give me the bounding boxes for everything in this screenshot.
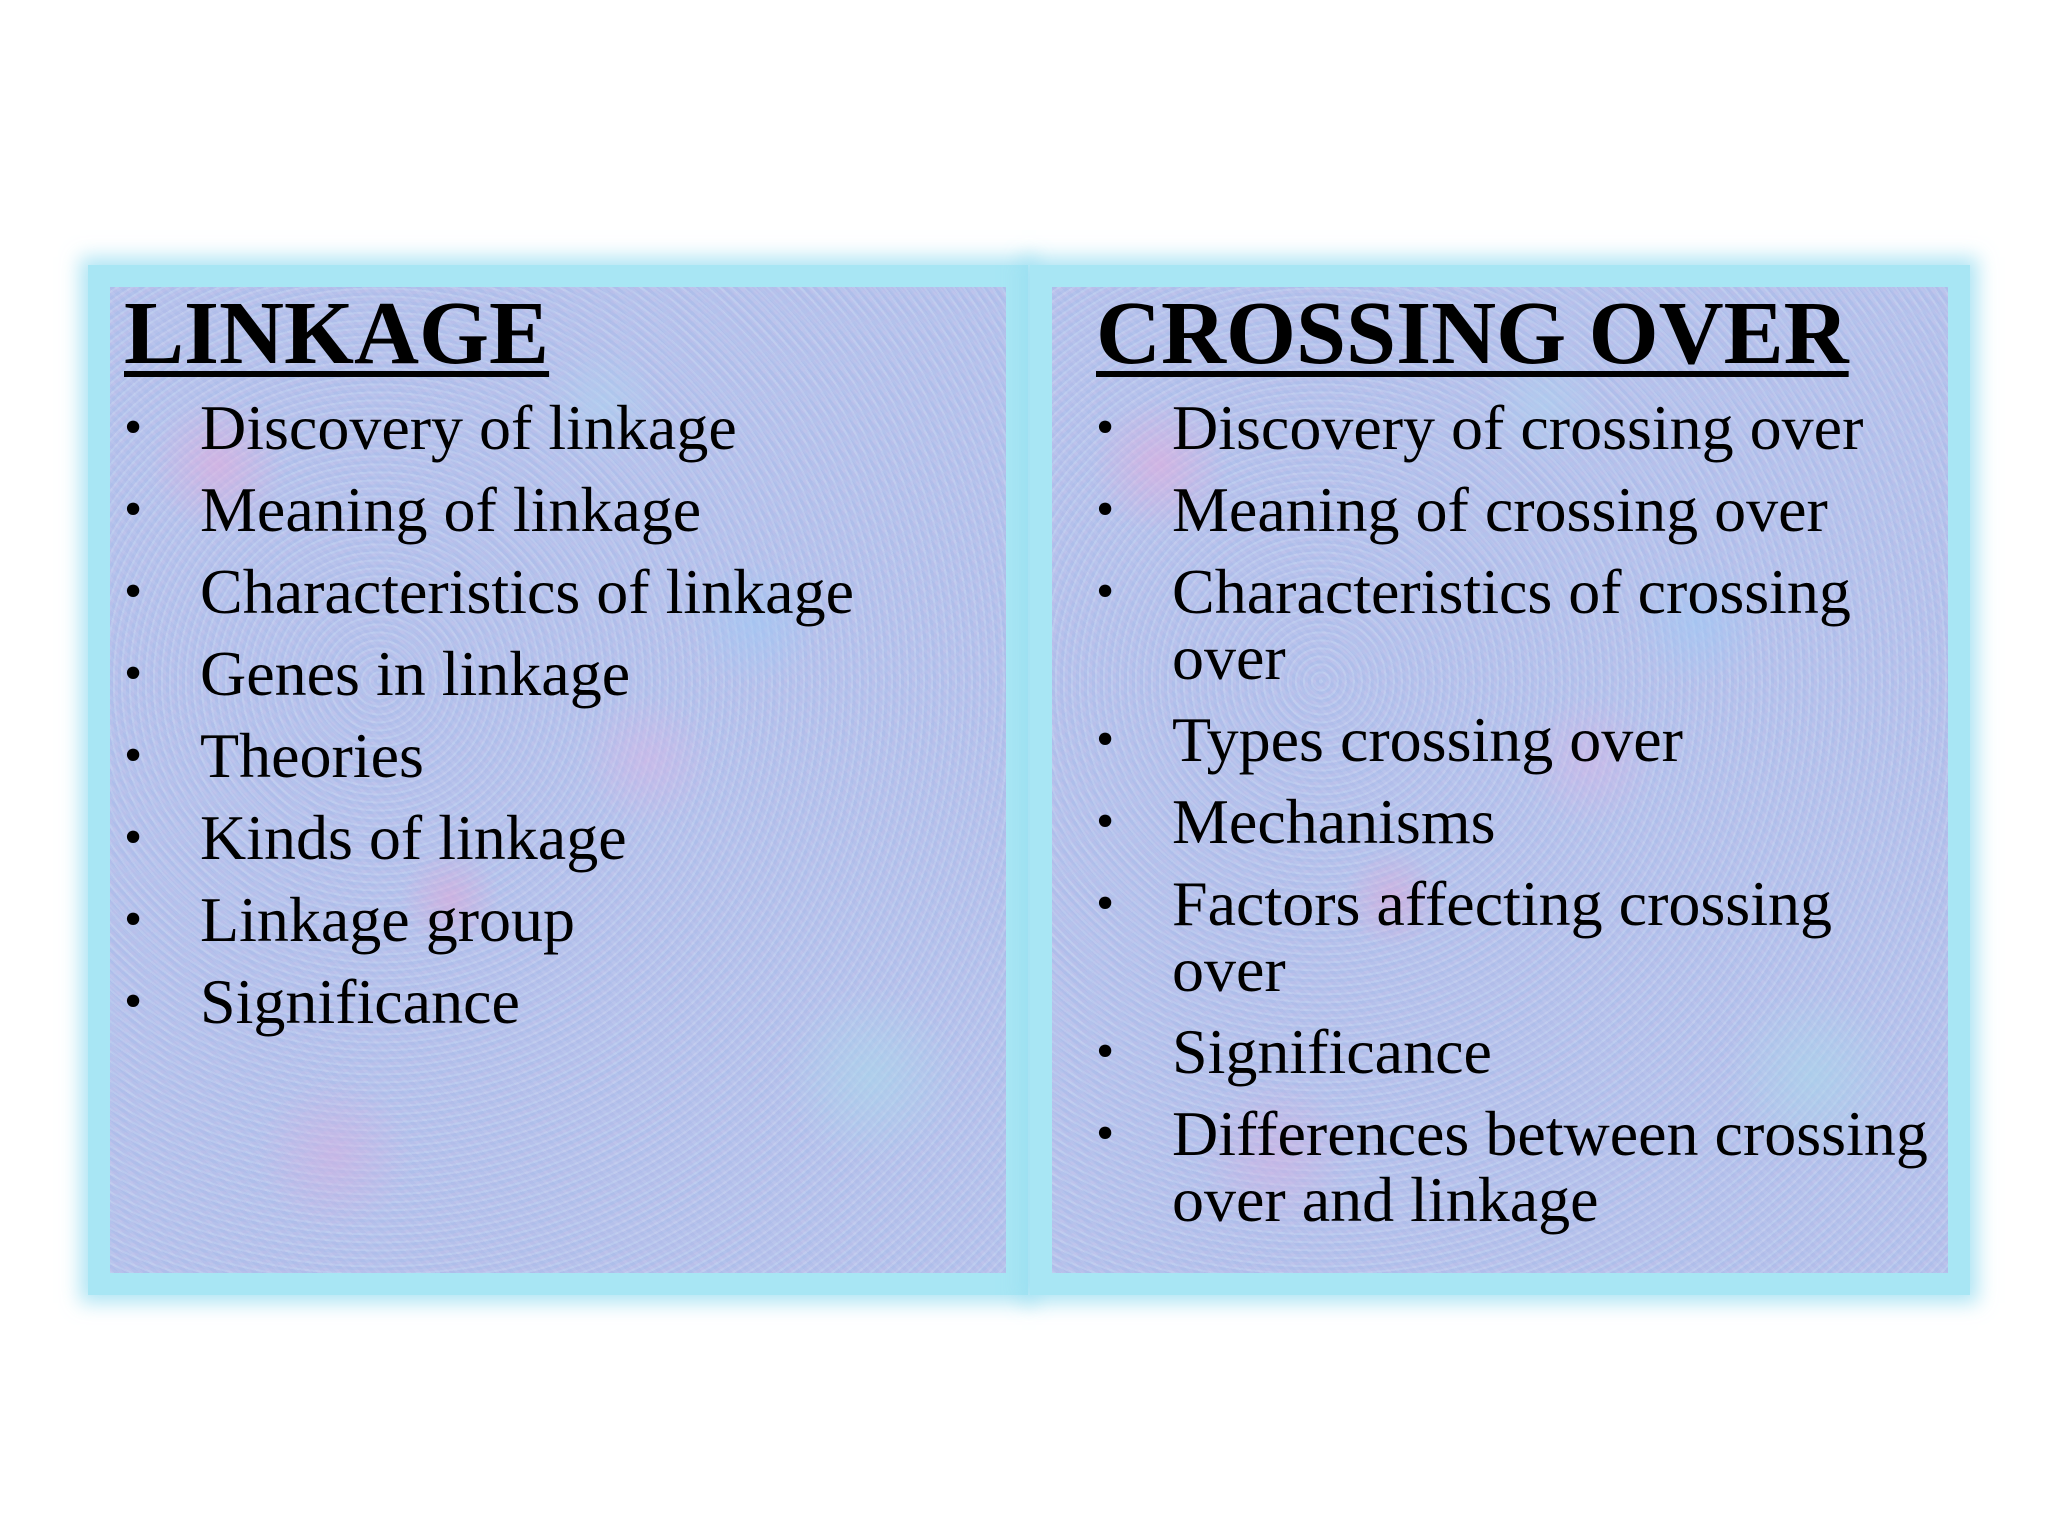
list-item [1052, 392, 1948, 463]
list-item-text: Discovery of crossing over [1172, 392, 1864, 463]
list-item [110, 638, 1006, 709]
list-item-text: Linkage group [200, 884, 575, 955]
bullet-icon: • [1096, 1105, 1115, 1162]
bullet-icon: • [1096, 711, 1115, 768]
list-item [110, 720, 1006, 791]
list-item [1052, 1016, 1948, 1087]
bullet-icon: • [1096, 793, 1115, 850]
list-item [1052, 868, 1948, 1005]
bullet-icon: • [124, 727, 143, 784]
list-item [1052, 704, 1948, 775]
list-item [1052, 1098, 1948, 1235]
bullet-icon: • [124, 645, 143, 702]
list-item-text: Characteristics of linkage [200, 556, 854, 627]
list-item-text: Genes in linkage [200, 638, 631, 709]
list-item [110, 966, 1006, 1037]
list-item [1052, 786, 1948, 857]
list-item [1052, 556, 1948, 693]
list-item-text: Meaning of crossing over [1172, 474, 1828, 545]
list-item-text: Kinds of linkage [200, 802, 627, 873]
list-item [110, 802, 1006, 873]
bullet-icon: • [1096, 1023, 1115, 1080]
bullet-icon: • [1096, 399, 1115, 456]
bullet-icon: • [124, 399, 143, 456]
list-item [1052, 474, 1948, 545]
bullet-icon: • [1096, 563, 1115, 620]
bullet-icon: • [124, 563, 143, 620]
crossing-over-topic-list [1052, 392, 1948, 1235]
bullet-icon: • [124, 809, 143, 866]
list-item-text: Theories [200, 720, 424, 791]
crossing-over-heading: CROSSING OVER [1096, 284, 1849, 383]
list-item-text: Mechanisms [1172, 786, 1496, 857]
linkage-panel [88, 265, 1028, 1295]
linkage-topic-list [110, 392, 1006, 1037]
list-item-text: Differences between crossing over and linkage [1172, 1098, 1928, 1235]
list-item [110, 556, 1006, 627]
list-item-text: Significance [1172, 1016, 1492, 1087]
bullet-icon: • [124, 481, 143, 538]
bullet-icon: • [124, 973, 143, 1030]
list-item [110, 392, 1006, 463]
list-item-text: Discovery of linkage [200, 392, 737, 463]
bullet-icon: • [1096, 875, 1115, 932]
list-item [110, 474, 1006, 545]
list-item-text: Factors affecting crossing over [1172, 868, 1832, 1005]
list-item-text: Significance [200, 966, 520, 1037]
bullet-icon: • [124, 891, 143, 948]
linkage-heading: LINKAGE [124, 284, 550, 383]
bullet-icon: • [1096, 481, 1115, 538]
list-item-text: Meaning of linkage [200, 474, 702, 545]
list-item-text: Characteristics of crossing over [1172, 556, 1851, 693]
crossing-over-panel [1030, 265, 1970, 1295]
list-item-text: Types crossing over [1172, 704, 1683, 775]
list-item [110, 884, 1006, 955]
